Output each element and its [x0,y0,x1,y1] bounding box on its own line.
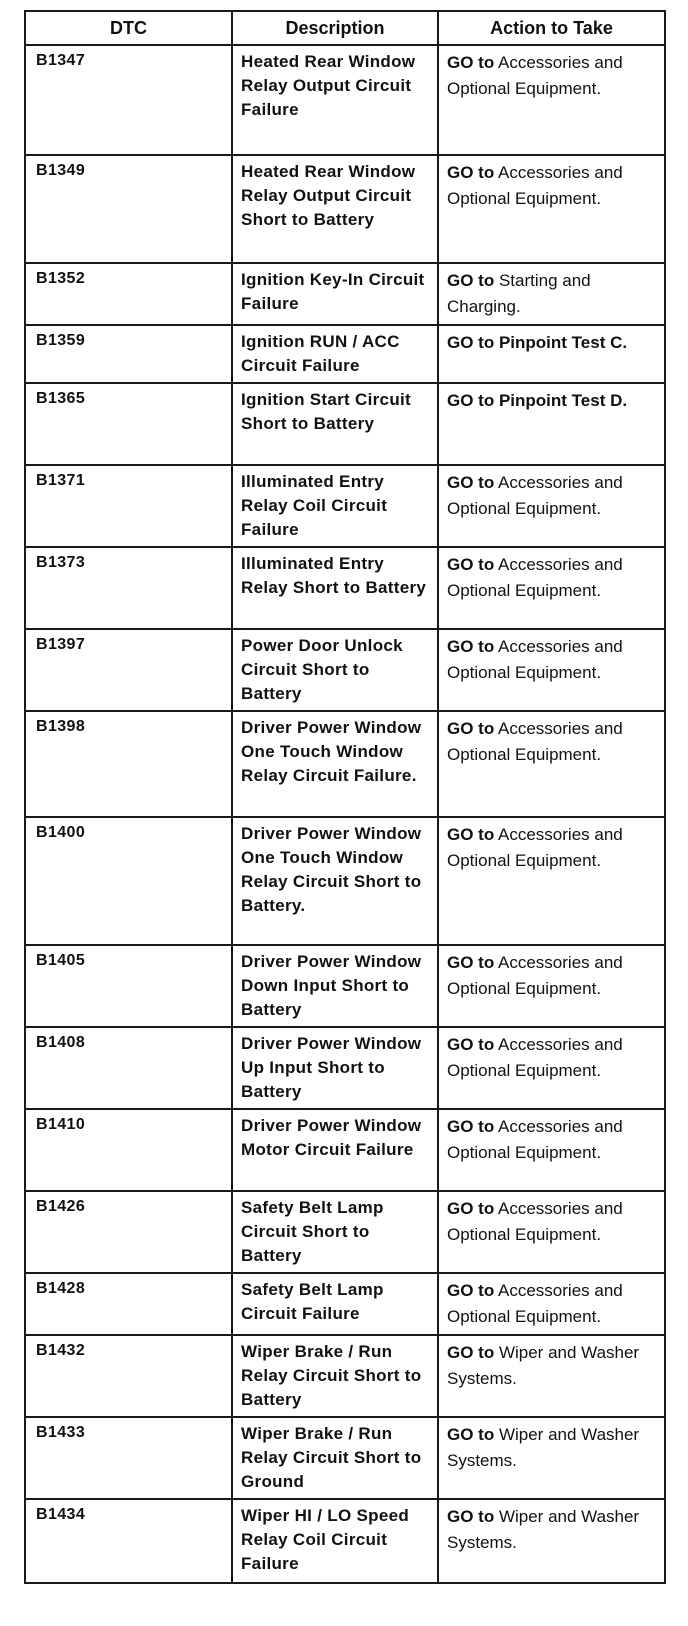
dtc-action [438,945,665,1027]
dtc-description: Heated Rear Window Relay Output Circuit Short to Battery [232,155,438,263]
action-target: Accessories and Optional Equipment. [447,1199,623,1244]
dtc-code: B1408 [25,1027,232,1109]
dtc-description: Wiper HI / LO Speed Relay Coil Circuit Failure [232,1499,438,1583]
dtc-action [438,1335,665,1417]
dtc-table-container [24,10,664,1584]
action-prefix: GO to [447,53,495,72]
action-prefix: GO to [447,1425,495,1444]
action-prefix: GO to [447,555,495,574]
action-target: Accessories and Optional Equipment. [447,1281,623,1326]
dtc-description: Safety Belt Lamp Circuit Short to Battery [232,1191,438,1273]
table-row [25,945,665,1027]
column-header-dtc: DTC [25,11,232,45]
dtc-action [438,1109,665,1191]
dtc-action [438,1417,665,1499]
table-row [25,711,665,817]
action-target: Pinpoint Test C. [498,333,628,352]
dtc-description: Driver Power Window Up Input Short to Battery [232,1027,438,1109]
dtc-code: B1433 [25,1417,232,1499]
action-target: Accessories and Optional Equipment. [447,1117,623,1162]
action-prefix: GO to [447,473,495,492]
dtc-action [438,547,665,629]
dtc-code: B1398 [25,711,232,817]
table-row [25,465,665,547]
dtc-code: B1426 [25,1191,232,1273]
dtc-code: B1349 [25,155,232,263]
action-target: Accessories and Optional Equipment. [447,637,623,682]
dtc-action [438,711,665,817]
dtc-code: B1405 [25,945,232,1027]
dtc-action [438,155,665,263]
action-target: Wiper and Washer Systems. [447,1507,640,1552]
action-target: Accessories and Optional Equipment. [447,719,623,764]
table-row [25,1191,665,1273]
dtc-action [438,1499,665,1583]
dtc-action [438,817,665,945]
action-target: Wiper and Washer Systems. [447,1425,640,1470]
action-prefix: GO to [447,1199,495,1218]
action-prefix: GO to [447,1117,495,1136]
table-row [25,325,665,383]
action-prefix: GO to [447,391,495,410]
dtc-action [438,629,665,711]
dtc-action [438,263,665,325]
action-target: Accessories and Optional Equipment. [447,825,623,870]
dtc-action [438,1027,665,1109]
dtc-action [438,1273,665,1335]
dtc-action [438,1191,665,1273]
action-prefix: GO to [447,1343,495,1362]
dtc-code: B1371 [25,465,232,547]
dtc-code: B1373 [25,547,232,629]
dtc-description: Driver Power Window One Touch Window Relay Circuit Failure. [232,711,438,817]
dtc-code: B1400 [25,817,232,945]
dtc-code: B1432 [25,1335,232,1417]
action-target: Pinpoint Test D. [498,391,628,410]
column-header-action: Action to Take [438,11,665,45]
table-row [25,1109,665,1191]
table-row [25,45,665,155]
dtc-description: Wiper Brake / Run Relay Circuit Short to Ground [232,1417,438,1499]
action-prefix: GO to [447,637,495,656]
dtc-description: Ignition Start Circuit Short to Battery [232,383,438,465]
dtc-description: Driver Power Window Down Input Short to Battery [232,945,438,1027]
dtc-description: Power Door Unlock Circuit Short to Battery [232,629,438,711]
action-prefix: GO to [447,271,495,290]
dtc-action [438,383,665,465]
action-target: Wiper and Washer Systems. [447,1343,640,1388]
dtc-description: Ignition RUN / ACC Circuit Failure [232,325,438,383]
table-row [25,629,665,711]
dtc-description: Illuminated Entry Relay Coil Circuit Failure [232,465,438,547]
action-prefix: GO to [447,953,495,972]
dtc-action [438,325,665,383]
table-row [25,817,665,945]
action-target: Accessories and Optional Equipment. [447,953,623,998]
action-prefix: GO to [447,163,495,182]
column-header-description: Description [232,11,438,45]
dtc-description: Wiper Brake / Run Relay Circuit Short to Battery [232,1335,438,1417]
table-row [25,1027,665,1109]
dtc-code: B1365 [25,383,232,465]
dtc-action [438,45,665,155]
dtc-description: Illuminated Entry Relay Short to Battery [232,547,438,629]
action-prefix: GO to [447,1281,495,1300]
action-prefix: GO to [447,1507,495,1526]
dtc-code: B1347 [25,45,232,155]
action-prefix: GO to [447,333,495,352]
table-row [25,263,665,325]
dtc-description: Ignition Key-In Circuit Failure [232,263,438,325]
dtc-code: B1359 [25,325,232,383]
table-row [25,155,665,263]
action-target: Accessories and Optional Equipment. [447,163,623,208]
dtc-code: B1410 [25,1109,232,1191]
action-target: Accessories and Optional Equipment. [447,53,623,98]
dtc-description: Driver Power Window Motor Circuit Failure [232,1109,438,1191]
action-prefix: GO to [447,719,495,738]
action-target: Accessories and Optional Equipment. [447,555,623,600]
action-target: Starting and Charging. [447,271,591,316]
dtc-code: B1428 [25,1273,232,1335]
action-prefix: GO to [447,825,495,844]
table-row [25,1335,665,1417]
dtc-description: Driver Power Window One Touch Window Relay Circuit Short to Battery. [232,817,438,945]
dtc-table [24,10,666,1584]
table-row [25,1499,665,1583]
action-prefix: GO to [447,1035,495,1054]
dtc-code: B1352 [25,263,232,325]
dtc-description: Heated Rear Window Relay Output Circuit Failure [232,45,438,155]
dtc-code: B1434 [25,1499,232,1583]
action-target: Accessories and Optional Equipment. [447,473,623,518]
table-header-row [25,11,665,45]
dtc-description: Safety Belt Lamp Circuit Failure [232,1273,438,1335]
table-row [25,1417,665,1499]
table-row [25,383,665,465]
action-target: Accessories and Optional Equipment. [447,1035,623,1080]
dtc-action [438,465,665,547]
dtc-code: B1397 [25,629,232,711]
table-row [25,1273,665,1335]
table-row [25,547,665,629]
